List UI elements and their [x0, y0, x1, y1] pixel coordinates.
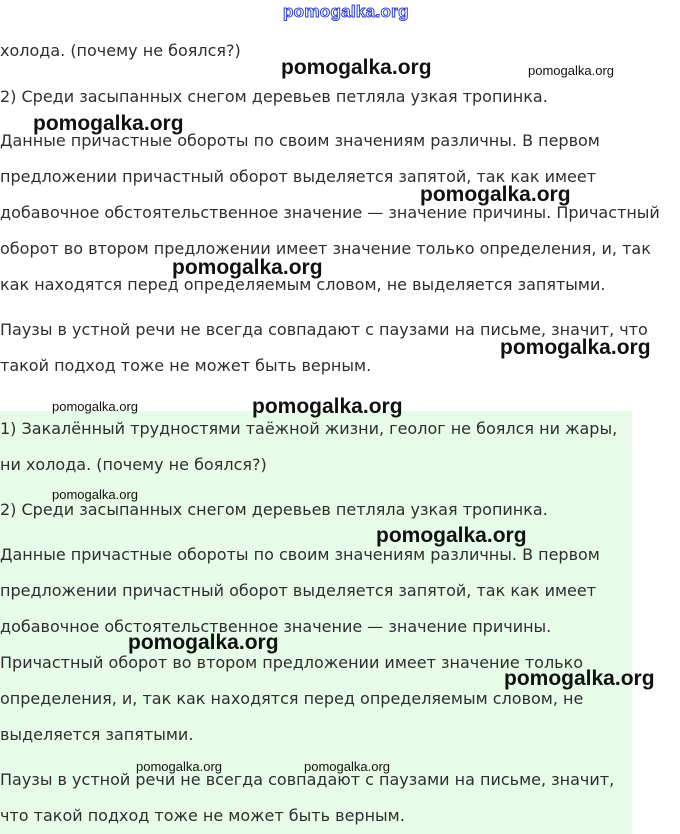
answer-line: Паузы в устной речи не всегда совпадают с паузами на письме, значит, — [0, 770, 615, 789]
watermark: pomogalka.org — [420, 183, 571, 206]
upper-line: добавочное обстоятельственное значение — значение причины. Причастный — [0, 203, 660, 222]
watermark: pomogalka.org — [252, 395, 403, 418]
answer-line: ни холода. (почему не боялся?) — [0, 455, 267, 474]
site-logo[interactable]: pomogalka.org — [283, 2, 409, 21]
watermark: pomogalka.org — [500, 336, 651, 359]
watermark: pomogalka.org — [33, 112, 184, 135]
watermark: pomogalka.org — [281, 56, 432, 79]
answer-line: предложении причастный оборот выделяется запятой, так как имеет — [0, 581, 597, 600]
watermark: pomogalka.org — [52, 487, 138, 502]
upper-line: такой подход тоже не может быть верным. — [0, 356, 372, 375]
answer-line: что такой подход тоже не может быть верным. — [0, 806, 405, 825]
watermark: pomogalka.org — [128, 631, 279, 654]
watermark: pomogalka.org — [52, 399, 138, 414]
answer-line: определения, и, так как находятся перед определяемым словом, не — [0, 689, 584, 708]
answer-line: Данные причастные обороты по своим значениям различны. В первом — [0, 545, 600, 564]
upper-line: предложении причастный оборот выделяется запятой, так как имеет — [0, 167, 597, 186]
watermark: pomogalka.org — [304, 759, 390, 774]
answer-line: выделяется запятыми. — [0, 725, 194, 744]
answer-line: 2) Среди засыпанных снегом деревьев петляла узкая тропинка. — [0, 500, 548, 519]
watermark: pomogalka.org — [504, 667, 655, 690]
answer-line: Причастный оборот во втором предложении имеет значение только — [0, 653, 584, 672]
watermark: pomogalka.org — [136, 759, 222, 774]
upper-line: как находятся перед определяемым словом, не выделяется запятыми. — [0, 275, 606, 294]
upper-line: 2) Среди засыпанных снегом деревьев петляла узкая тропинка. — [0, 87, 548, 106]
upper-line: Паузы в устной речи не всегда совпадают с паузами на письме, значит, что — [0, 320, 648, 339]
upper-line: оборот во втором предложении имеет значение только определения, и, так — [0, 239, 651, 258]
watermark: pomogalka.org — [528, 63, 614, 78]
answer-line: добавочное обстоятельственное значение — значение причины. — [0, 617, 552, 636]
upper-line: холода. (почему не боялся?) — [0, 41, 241, 60]
watermark: pomogalka.org — [376, 524, 527, 547]
watermark: pomogalka.org — [172, 256, 323, 279]
answer-line: 1) Закалённый трудностями таёжной жизни, геолог не боялся ни жары, — [0, 419, 618, 438]
upper-line: Данные причастные обороты по своим значениям различны. В первом — [0, 131, 600, 150]
